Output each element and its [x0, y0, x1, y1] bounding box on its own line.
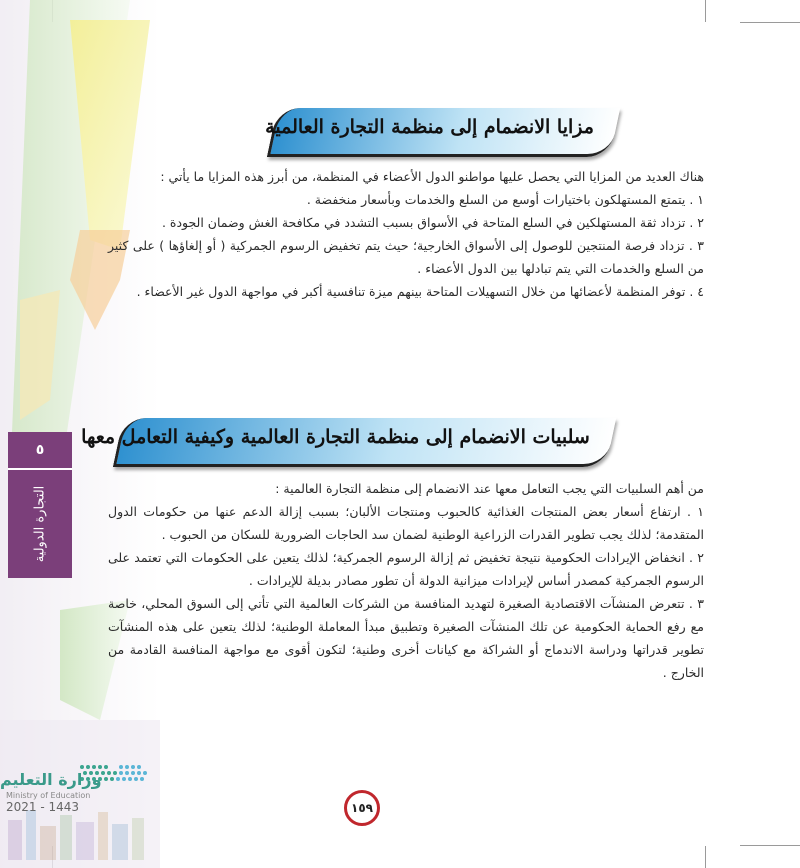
advantage-item-4: ٤ . توفر المنظمة لأعضائها من خلال التسهيلات المتاحة بينهم ميزة تنافسية أكبر في مواجهة الدول غير الأعضاء .	[136, 284, 704, 299]
advantage-item-1: ١ . يتمتع المستهلكون باختيارات أوسع من السلع والخدمات وبأسعار منخفضة .	[306, 192, 704, 207]
disadvantages-intro: من أهم السلبيات التي يجب التعامل معها عند الانضمام إلى منظمة التجارة العالمية :	[275, 481, 704, 496]
section-title-advantages: مزايا الانضمام إلى منظمة التجارة العالمية	[265, 116, 595, 138]
disadvantage-item-2: ٢ . انخفاض الإيرادات الحكومية نتيجة تخفيض ثم إزالة الرسوم الجمركية؛ لذلك يتعين على الحكومات التي تعتمد على الرسوم الجمركية كمصدر أساس لإيرادات ميزانية الدولة أن تطور مصادر بديلة للإيرادات .	[108, 550, 704, 588]
edition-year: 2021 - 1443	[6, 800, 80, 814]
unit-title: التجارة الدولية	[32, 485, 48, 563]
disadvantages-text	[108, 477, 704, 684]
section-header-advantages	[267, 108, 620, 157]
advantage-item-2: ٢ . تزداد ثقة المستهلكين في السلع المتاحة في الأسواق بسبب التشدد في مكافحة الغش وضمان الجودة .	[161, 215, 704, 230]
crop-mark-right-bottom	[740, 845, 800, 846]
crop-mark-top-right	[705, 0, 706, 22]
disadvantage-item-1: ١ . ارتفاع أسعار بعض المنتجات الغذائية كالحبوب ومنتجات الألبان؛ بسبب إزالة الدعم عنها من حكومات الدول المتقدمة؛ لذلك يجب تطوير القدرات الزراعية الوطنية لضمان سد الحاجات الضرورية للسكان من الحبوب .	[108, 504, 704, 542]
advantages-intro: هناك العديد من المزايا التي يحصل عليها مواطنو الدول الأعضاء في المنظمة، من أبرز هذه المزايا ما يأتي :	[160, 169, 704, 184]
section-title-disadvantages: سلبيات الانضمام إلى منظمة التجارة العالمية وكيفية التعامل معها	[81, 426, 591, 448]
ministry-name-english: Ministry of Education	[6, 791, 91, 800]
crop-mark-bottom-right	[705, 846, 706, 868]
crop-mark-right-top	[740, 22, 800, 23]
disadvantage-item-3: ٣ . تتعرض المنشآت الاقتصادية الصغيرة لتهديد المنافسة من الشركات العالمية التي تأتي إلى السوق المحلي، خاصة مع رفع الحماية الحكومية عن تلك المنشآت الصغيرة وتطبيق مبدأ المعاملة الوطنية؛ لذلك يتعين على هذه المنشآت تطوير قدراتها ودراسة الاندماج أو الشراكة مع كيانات أخرى وطنية؛ لتكون أقوى مع مواجهة المنافسة القادمة من الخارج .	[108, 596, 704, 680]
unit-tab-divider	[8, 468, 72, 470]
unit-side-tab	[8, 432, 72, 578]
advantage-item-3: ٣ . تزداد فرصة المنتجين للوصول إلى الأسواق الخارجية؛ حيث يتم تخفيض الرسوم الجمركية ( أو إلغاؤها ) على كثير من السلع والخدمات التي يتم تبادلها بين الدول الأعضاء .	[108, 238, 704, 276]
advantages-text	[108, 165, 704, 303]
unit-number: ٥	[35, 442, 45, 458]
page-number: ١٥٩	[344, 790, 380, 826]
ministry-name-arabic: وزارة التعليم	[0, 770, 102, 789]
section-header-disadvantages	[81, 418, 616, 467]
